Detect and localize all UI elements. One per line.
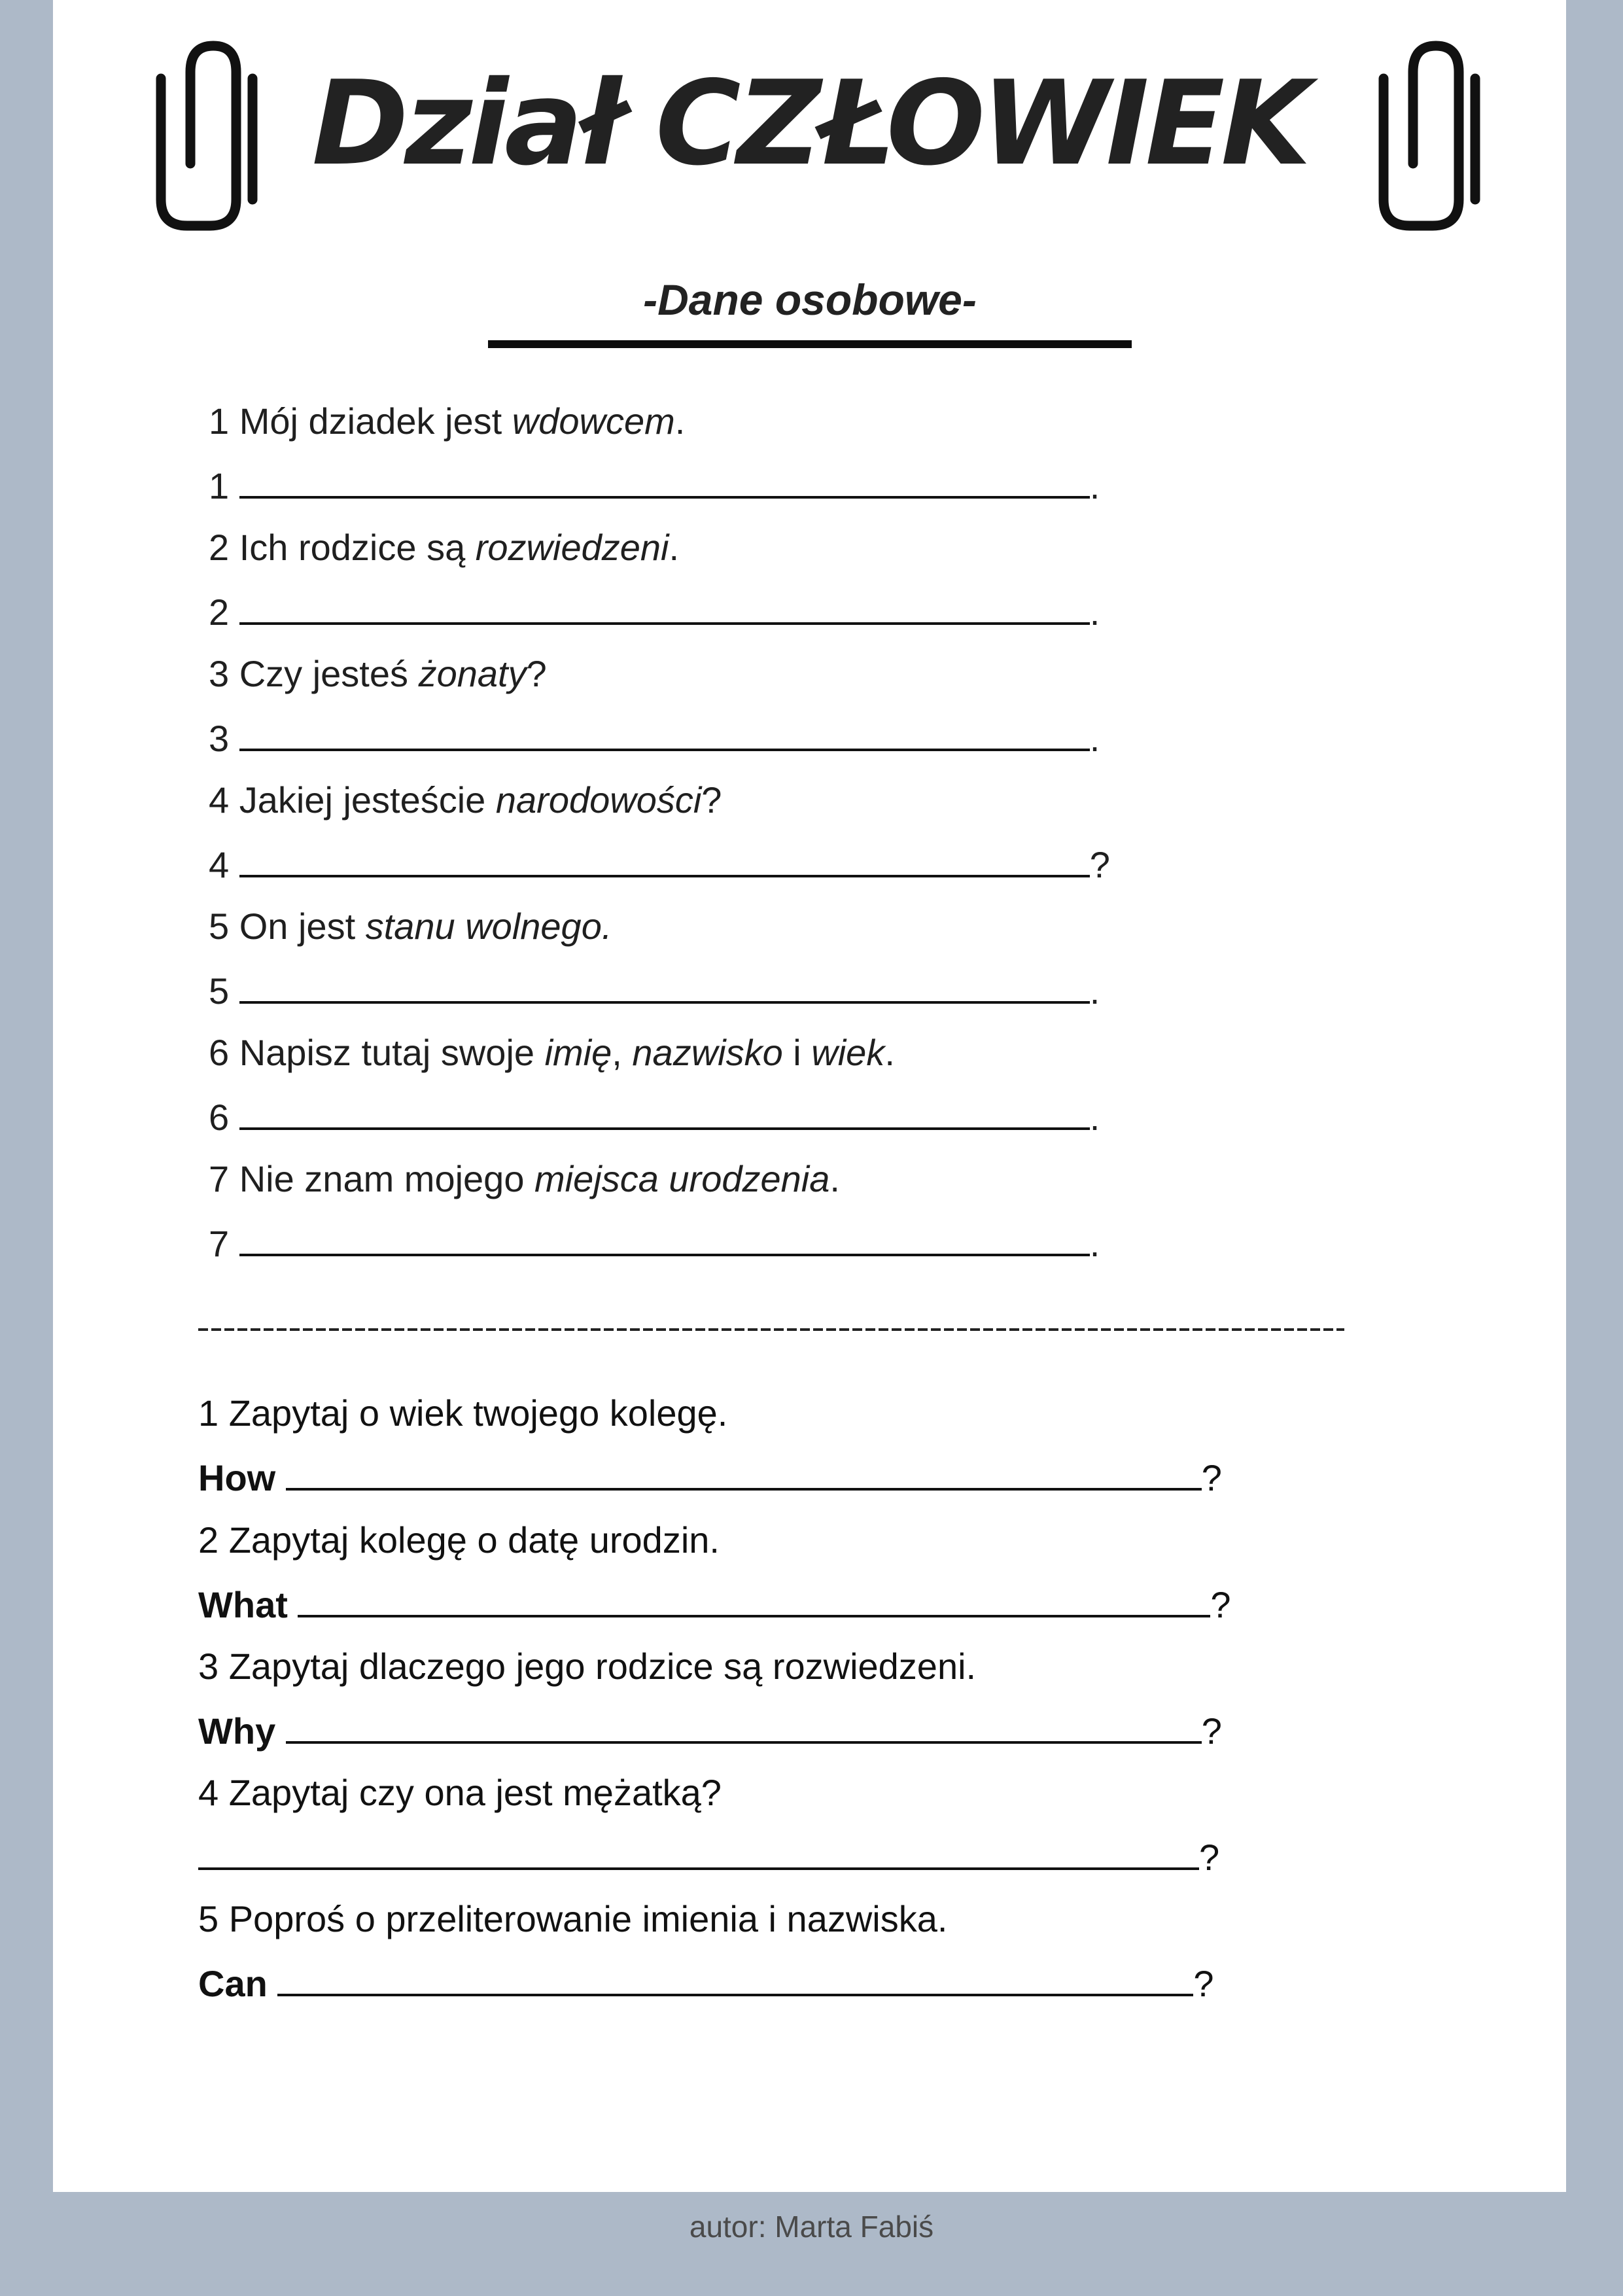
subtitle: -Dane osobowe- <box>643 275 977 324</box>
question-prompt-3: 3 Zapytaj dlaczego jego rodzice są rozwiedzeni. <box>198 1646 977 1687</box>
author-footer: autor: Marta Fabiś <box>689 2210 934 2244</box>
dashed-divider <box>198 1328 1344 1331</box>
answer-line-7[interactable]: 7 . <box>209 1218 1100 1267</box>
sentence-4: 4 Jakiej jesteście narodowości? <box>209 779 722 821</box>
answer-line-2[interactable]: 2 . <box>209 587 1100 636</box>
answer-line-6[interactable]: 6 . <box>209 1092 1100 1141</box>
question-answer-4[interactable]: ? <box>198 1832 1219 1881</box>
sentence-1: 1 Mój dziadek jest wdowcem. <box>209 400 686 442</box>
page-title: Dział CZŁOWIEK <box>311 56 1308 191</box>
answer-line-5[interactable]: 5 . <box>209 966 1100 1015</box>
worksheet-page <box>53 0 1566 2192</box>
question-prompt-5: 5 Poproś o przeliterowanie imienia i nazwiska. <box>198 1898 948 1939</box>
sentence-5: 5 On jest stanu wolnego. <box>209 906 612 947</box>
answer-line-3[interactable]: 3 . <box>209 713 1100 762</box>
sentence-6: 6 Napisz tutaj swoje imię, nazwisko i wiek. <box>209 1032 895 1073</box>
sentence-2: 2 Ich rodzice są rozwiedzeni. <box>209 527 680 568</box>
sentence-7: 7 Nie znam mojego miejsca urodzenia. <box>209 1158 840 1199</box>
answer-line-4[interactable]: 4 ? <box>209 839 1110 889</box>
question-prompt-2: 2 Zapytaj kolegę o datę urodzin. <box>198 1519 720 1561</box>
question-answer-2[interactable]: What ? <box>198 1580 1231 1629</box>
question-answer-3[interactable]: Why ? <box>198 1706 1222 1755</box>
question-prompt-4: 4 Zapytaj czy ona jest mężatką? <box>198 1772 722 1813</box>
question-prompt-1: 1 Zapytaj o wiek twojego kolegę. <box>198 1392 728 1434</box>
sentence-3: 3 Czy jesteś żonaty? <box>209 653 547 694</box>
question-answer-1[interactable]: How ? <box>198 1453 1222 1502</box>
subtitle-underline <box>488 340 1132 348</box>
question-answer-5[interactable]: Can ? <box>198 1958 1214 2007</box>
answer-line-1[interactable]: 1 . <box>209 461 1100 510</box>
